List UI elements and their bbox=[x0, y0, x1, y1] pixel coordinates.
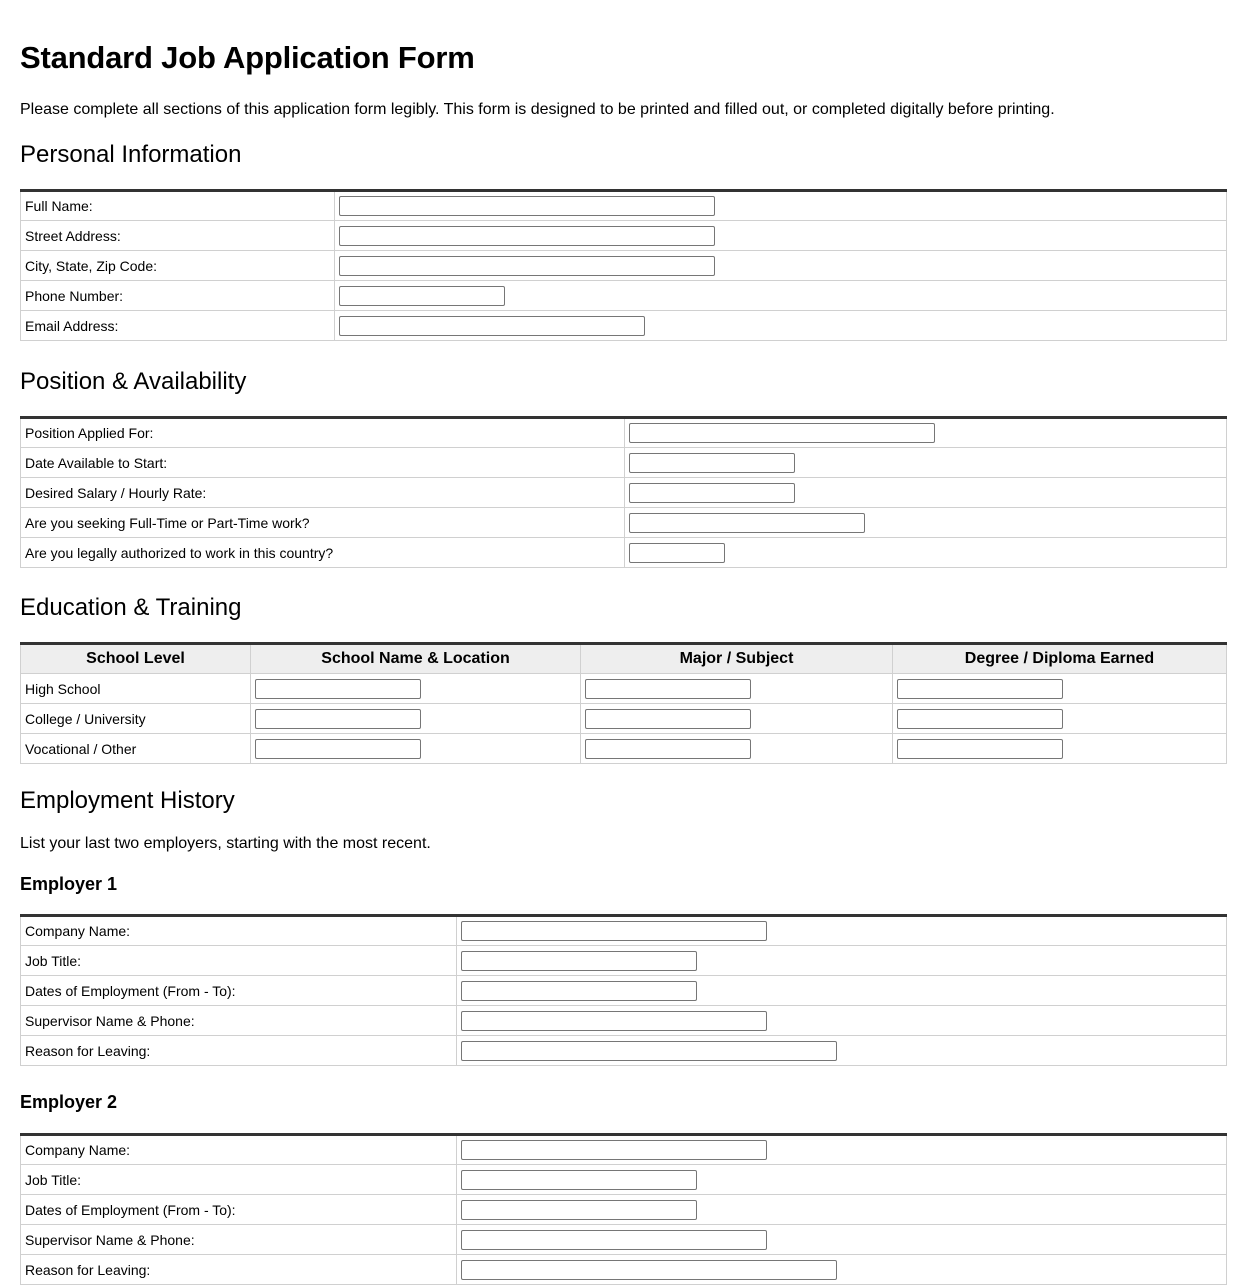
field-label: Are you seeking Full-Time or Part-Time work? bbox=[21, 508, 625, 538]
field-label: Dates of Employment (From - To): bbox=[21, 1195, 457, 1225]
employer-1-table bbox=[20, 914, 1227, 1066]
college-degree-input[interactable] bbox=[897, 709, 1063, 729]
vocational-degree-input[interactable] bbox=[897, 739, 1063, 759]
field-label: Are you legally authorized to work in this country? bbox=[21, 538, 625, 568]
employment-note: List your last two employers, starting with the most recent. bbox=[20, 835, 431, 852]
desired-salary-input[interactable] bbox=[629, 483, 795, 503]
email-address-input[interactable] bbox=[339, 316, 645, 336]
education-heading: Education & Training bbox=[20, 594, 242, 621]
field-label: Company Name: bbox=[21, 1135, 457, 1165]
table-row bbox=[21, 674, 1227, 704]
employer-2-supervisor-input[interactable] bbox=[461, 1230, 767, 1250]
table-row bbox=[21, 1225, 1227, 1255]
field-label: Desired Salary / Hourly Rate: bbox=[21, 478, 625, 508]
column-header: School Level bbox=[21, 644, 251, 674]
date-available-input[interactable] bbox=[629, 453, 795, 473]
table-row bbox=[21, 1135, 1227, 1165]
high-school-major-input[interactable] bbox=[585, 679, 751, 699]
field-label: Reason for Leaving: bbox=[21, 1036, 457, 1066]
vocational-name-input[interactable] bbox=[255, 739, 421, 759]
high-school-name-input[interactable] bbox=[255, 679, 421, 699]
table-row bbox=[21, 1036, 1227, 1066]
employer-2-company-input[interactable] bbox=[461, 1140, 767, 1160]
intro-text: Please complete all sections of this application form legibly. This form is designed to be printed and filled out, or completed digitally before printing. bbox=[20, 101, 1055, 118]
work-authorization-input[interactable] bbox=[629, 543, 725, 563]
table-row bbox=[21, 418, 1227, 448]
table-row bbox=[21, 508, 1227, 538]
personal-table bbox=[20, 189, 1227, 341]
field-label: Job Title: bbox=[21, 946, 457, 976]
education-table bbox=[20, 642, 1227, 764]
full-name-input[interactable] bbox=[339, 196, 715, 216]
employer-1-dates-input[interactable] bbox=[461, 981, 697, 1001]
table-row bbox=[21, 734, 1227, 764]
table-row bbox=[21, 281, 1227, 311]
column-header: Major / Subject bbox=[581, 644, 893, 674]
field-label: Email Address: bbox=[21, 311, 335, 341]
table-row bbox=[21, 251, 1227, 281]
high-school-degree-input[interactable] bbox=[897, 679, 1063, 699]
field-label: Street Address: bbox=[21, 221, 335, 251]
work-type-input[interactable] bbox=[629, 513, 865, 533]
column-header: School Name & Location bbox=[251, 644, 581, 674]
field-label: Full Name: bbox=[21, 191, 335, 221]
employer-2-reason-input[interactable] bbox=[461, 1260, 837, 1280]
table-row bbox=[21, 976, 1227, 1006]
field-label: Date Available to Start: bbox=[21, 448, 625, 478]
table-row bbox=[21, 221, 1227, 251]
field-label: Phone Number: bbox=[21, 281, 335, 311]
column-header: Degree / Diploma Earned bbox=[893, 644, 1227, 674]
field-label: Reason for Leaving: bbox=[21, 1255, 457, 1285]
employer-1-supervisor-input[interactable] bbox=[461, 1011, 767, 1031]
employer-1-reason-input[interactable] bbox=[461, 1041, 837, 1061]
field-label: Company Name: bbox=[21, 916, 457, 946]
employer-2-heading: Employer 2 bbox=[20, 1092, 118, 1112]
city-state-zip-input[interactable] bbox=[339, 256, 715, 276]
vocational-major-input[interactable] bbox=[585, 739, 751, 759]
table-header-row bbox=[21, 644, 1227, 674]
table-row bbox=[21, 538, 1227, 568]
phone-number-input[interactable] bbox=[339, 286, 505, 306]
table-row bbox=[21, 311, 1227, 341]
position-applied-input[interactable] bbox=[629, 423, 935, 443]
table-row bbox=[21, 191, 1227, 221]
table-row bbox=[21, 916, 1227, 946]
street-address-input[interactable] bbox=[339, 226, 715, 246]
field-label: Position Applied For: bbox=[21, 418, 625, 448]
table-row bbox=[21, 946, 1227, 976]
field-label: City, State, Zip Code: bbox=[21, 251, 335, 281]
employer-2-table bbox=[20, 1133, 1227, 1285]
school-level-label: Vocational / Other bbox=[21, 734, 251, 764]
position-table bbox=[20, 416, 1227, 568]
college-major-input[interactable] bbox=[585, 709, 751, 729]
college-name-input[interactable] bbox=[255, 709, 421, 729]
field-label: Dates of Employment (From - To): bbox=[21, 976, 457, 1006]
field-label: Supervisor Name & Phone: bbox=[21, 1006, 457, 1036]
employment-heading: Employment History bbox=[20, 787, 235, 814]
table-row bbox=[21, 1195, 1227, 1225]
employer-1-heading: Employer 1 bbox=[20, 874, 118, 894]
employer-1-job-title-input[interactable] bbox=[461, 951, 697, 971]
position-heading: Position & Availability bbox=[20, 368, 247, 395]
employer-2-job-title-input[interactable] bbox=[461, 1170, 697, 1190]
field-label: Job Title: bbox=[21, 1165, 457, 1195]
table-row bbox=[21, 1165, 1227, 1195]
page-title: Standard Job Application Form bbox=[20, 40, 475, 75]
table-row bbox=[21, 478, 1227, 508]
table-row bbox=[21, 1255, 1227, 1285]
school-level-label: College / University bbox=[21, 704, 251, 734]
personal-heading: Personal Information bbox=[20, 141, 242, 168]
employer-1-company-input[interactable] bbox=[461, 921, 767, 941]
table-row bbox=[21, 448, 1227, 478]
table-row bbox=[21, 704, 1227, 734]
table-row bbox=[21, 1006, 1227, 1036]
school-level-label: High School bbox=[21, 674, 251, 704]
field-label: Supervisor Name & Phone: bbox=[21, 1225, 457, 1255]
employer-2-dates-input[interactable] bbox=[461, 1200, 697, 1220]
